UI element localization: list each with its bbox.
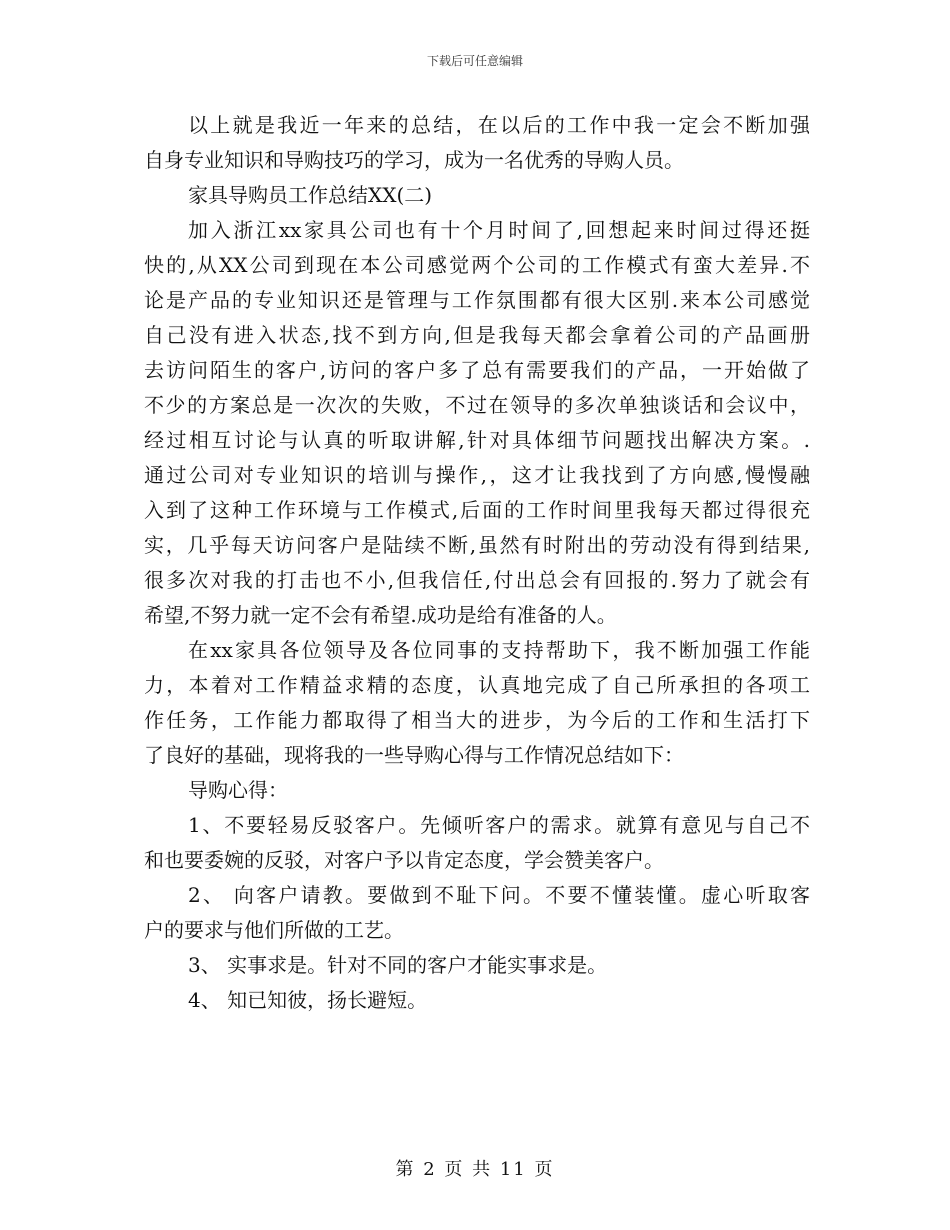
text-line: 2、 向客户请教。要做到不耻下问。不要不懂装懂。虚心听取客	[188, 883, 810, 907]
document-body	[144, 108, 810, 1018]
text-line: 和也要委婉的反驳，对客户予以肯定态度，学会赞美客户。	[144, 848, 664, 872]
text-line: 以上就是我近一年来的总结，在以后的工作中我一定会不断加强	[188, 113, 810, 137]
text-line: 4、 知已知彼，扬长避短。	[188, 988, 428, 1012]
text-line: 3、 实事求是。针对不同的客户才能实事求是。	[188, 953, 608, 977]
text-line: 1、不要轻易反驳客户。先倾听客户的需求。就算有意见与自己不	[188, 813, 810, 837]
page-header: 下载后可任意编辑	[426, 54, 523, 68]
text-line: 了良好的基础，现将我的一些导购心得与工作情况总结如下：	[144, 743, 684, 767]
text-line: 去访问陌生的客户,访问的客户多了总有需要我们的产品，一开始做了	[144, 358, 810, 382]
text-line: 经过相互讨论与认真的听取讲解,针对具体细节问题找出解决方案。.	[144, 428, 810, 452]
text-line: 实，几乎每天访问客户是陆续不断,虽然有时附出的劳动没有得到结果,	[144, 533, 810, 557]
text-line: 加入浙江xx家具公司也有十个月时间了,回想起来时间过得还挺	[188, 218, 810, 242]
text-line: 通过公司对专业知识的培训与操作,，这才让我找到了方向感,慢慢融	[144, 463, 810, 487]
text-line: 希望,不努力就一定不会有希望.成功是给有准备的人。	[144, 603, 617, 627]
text-line: 导购心得：	[188, 778, 288, 802]
text-line: 自己没有进入状态,找不到方向,但是我每天都会拿着公司的产品画册	[144, 323, 810, 347]
text-line: 入到了这种工作环境与工作模式,后面的工作时间里我每天都过得很充	[144, 498, 810, 522]
text-line: 快的,从XX公司到现在本公司感觉两个公司的工作模式有蛮大差异.不	[144, 253, 810, 277]
text-line: 力，本着对工作精益求精的态度，认真地完成了自己所承担的各项工	[144, 673, 810, 697]
text-line: 户的要求与他们所做的工艺。	[144, 918, 404, 942]
text-line: 在xx家具各位领导及各位同事的支持帮助下，我不断加强工作能	[188, 638, 810, 662]
text-line: 不少的方案总是一次次的失败，不过在领导的多次单独谈话和会议中，	[144, 393, 810, 417]
text-line: 家具导购员工作总结XX(二)	[188, 183, 433, 207]
text-line: 作任务，工作能力都取得了相当大的进步，为今后的工作和生活打下	[144, 708, 810, 732]
text-line: 很多次对我的打击也不小,但我信任,付出总会有回报的.努力了就会有	[144, 568, 810, 592]
text-line: 自身专业知识和导购技巧的学习，成为一名优秀的导购人员。	[144, 148, 684, 172]
page-footer: 第 2 页 共 11 页	[395, 1159, 555, 1180]
text-line: 论是产品的专业知识还是管理与工作氛围都有很大区别.来本公司感觉	[144, 288, 810, 312]
